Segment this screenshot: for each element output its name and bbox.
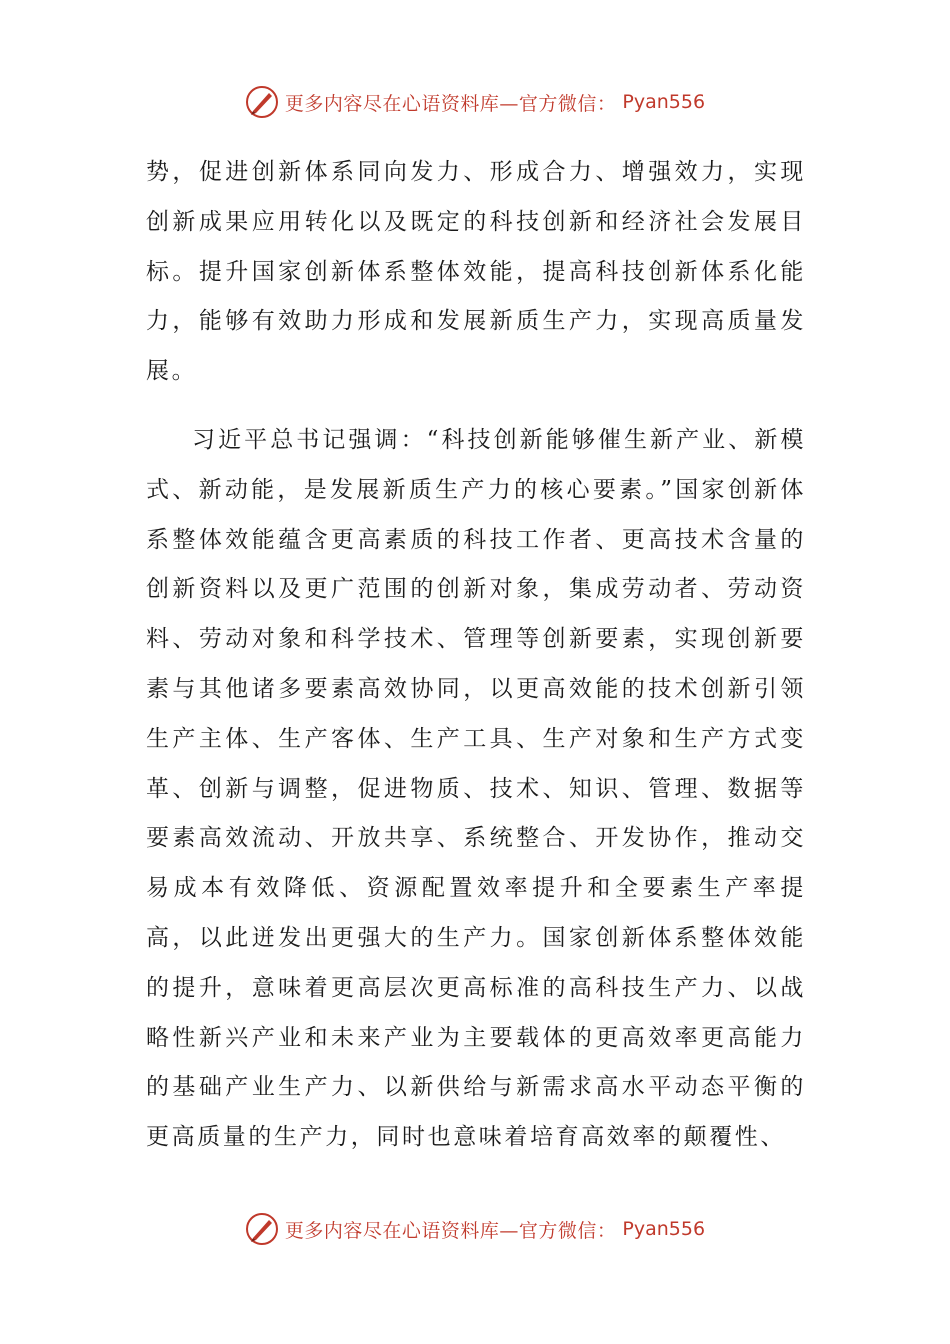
paragraph-1: 势，促进创新体系同向发力、形成合力、增强效力，实现创新成果应用转化以及既定的科技创新和经济社会发展目标。提升国家创新体系整体效能，提高科技创新体系化能力，能够有效助力形成和发展新质生产力，实现高质量发展。 — [146, 159, 806, 385]
quill-pen-logo-icon — [245, 85, 279, 119]
document-body — [146, 148, 806, 1163]
footer-banner — [0, 1207, 950, 1251]
quill-pen-logo-icon — [245, 1212, 279, 1246]
footer-wechat-id: Pyan556 — [622, 1218, 706, 1240]
footer-banner-text: 更多内容尽在心语资料库—官方微信： — [284, 1219, 617, 1242]
header-banner — [0, 80, 950, 124]
paragraph-2: 习近平总书记强调：“科技创新能够催生新产业、新模式、新动能，是发展新质生产力的核心要素。”国家创新体系整体效能蕴含更高素质的科技工作者、更高技术含量的创新资料以及更广范围的创新对象，集成劳动者、劳动资料、劳动对象和科学技术、管理等创新要素，实现创新要素与其他诸多要素高效协同，以更高效能的技术创新引领生产主体、生产客体、生产工具、生产对象和生产方式变革、创新与调整，促进物质、技术、知识、管理、数据等要素高效流动、开放共享、系统整合、开发协作，推动交易成本有效降低、资源配置效率提升和全要素生产率提高，以此迸发出更强大的生产力。国家创新体系整体效能的提升，意味着更高层次更高标准的高科技生产力、以战略性新兴产业和未来产业为主要载体的更高效率更高能力的基础产业生产力、以新供给与新需求高水平动态平衡的更高质量的生产力，同时也意味着培育高效率的颠覆性、 — [146, 426, 806, 1151]
header-banner-text: 更多内容尽在心语资料库—官方微信： — [284, 92, 617, 115]
header-wechat-id: Pyan556 — [622, 91, 706, 113]
